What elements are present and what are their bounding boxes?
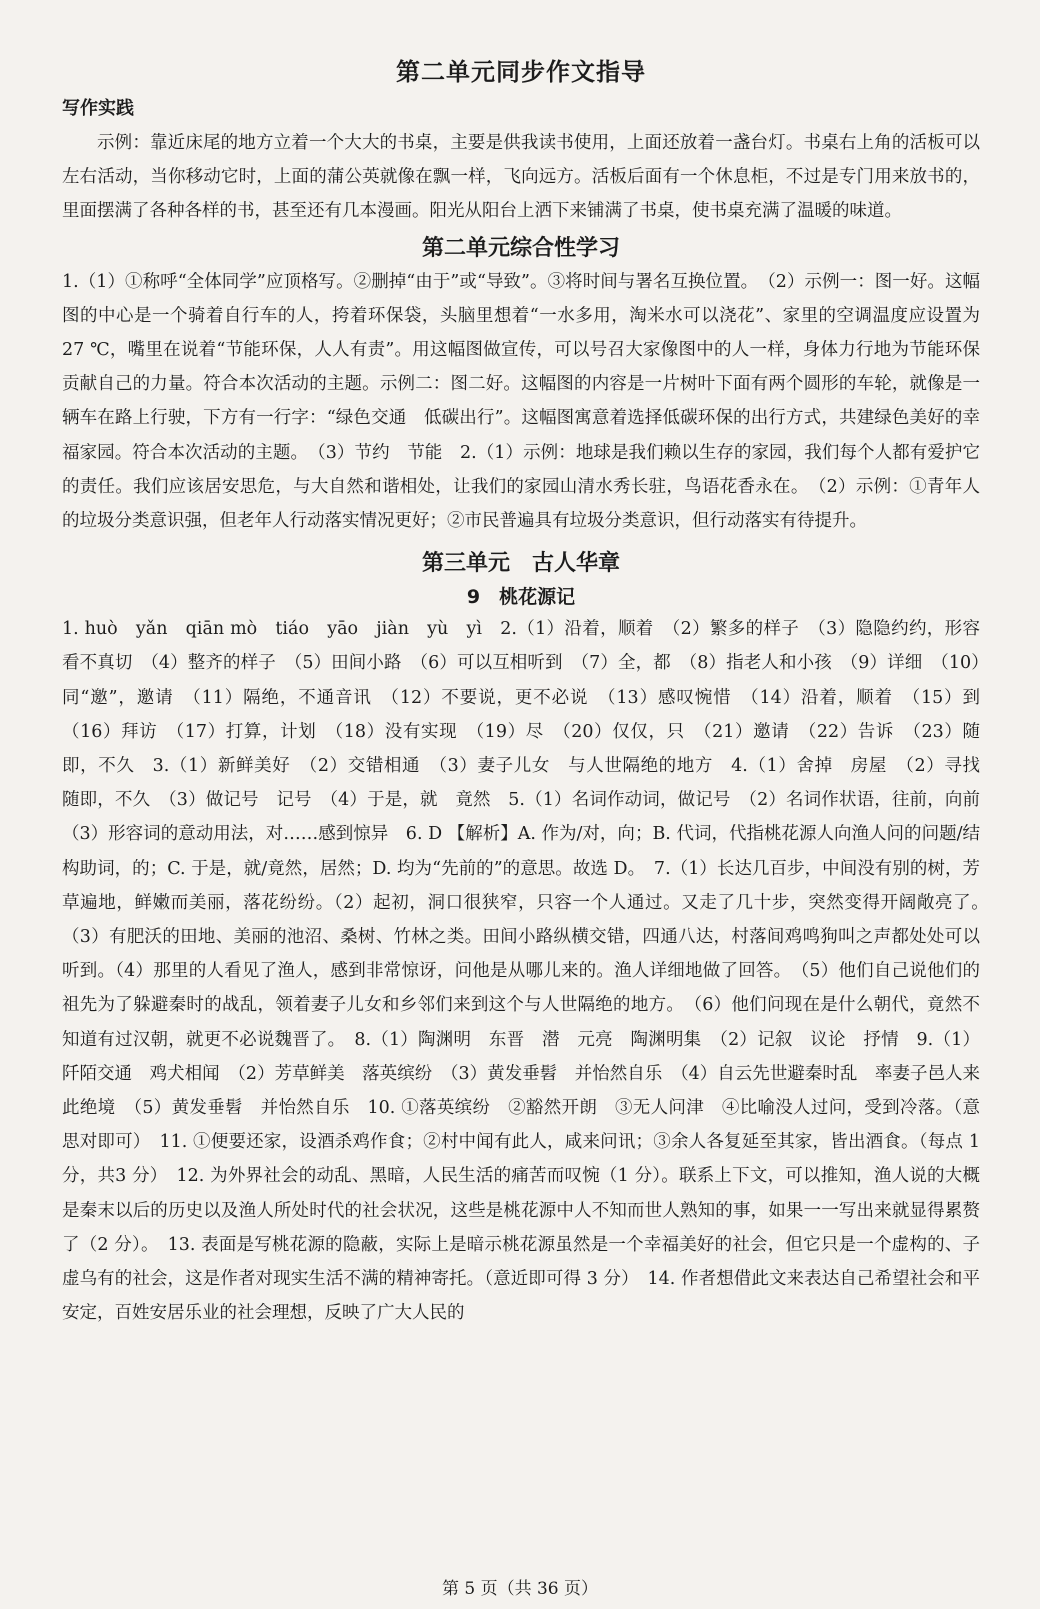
page-number: 第 5 页（共 36 页） — [441, 1579, 599, 1599]
lesson-answers: 1. huò yǎn qiān mò tiáo yāo jiàn yù yì 2.（1）沿着，顺着 （2）繁多的样子 （3）隐隐约约，形容看不真切 （4）整齐的样子 （5）田间小路 （6）可以互相听到 （7）全，都 （8）指老人和小孩 （9）详细 （10）同“邀”，邀请 （11）隔绝，不通音讯 （12）不要说，更不必说 （13）感叹惋惜 （14）沿着，顺着 （15）到 （16）拜访 （17）打算，计划 （18）没有实现 （19）尽 （20）仅仅，只 （21）邀请 （22）告诉 （23）随即，不久 3.（1）新鲜美好 （2）交错相通 （3）妻子儿女 与人世隔绝的地方 4.（1）舍掉 房屋 （2）寻找 随即，不久 （3）做记号 记号 （4）于是，就 竟然 5.（1）名词作动词，做记号 （2）名词作状语，往前，向前 （3）形容词的意动用法，对……感到惊异 6. D 【解析】A. 作为/对，向；B. 代词，代指桃花源人向渔人问的问题/结构助词，的；C. 于是，就/竟然，居然；D. 均为“先前的”的意思。故选 D。 7.（1）长达几百步，中间没有别的树，芳草遍地，鲜嫩而美丽，落花纷纷。（2）起初，洞口很狭窄，只容一个人通过。又走了几十步，突然变得开阔敞亮了。 （3）有肥沃的田地、美丽的池沼、桑树、竹林之类。田间小路纵横交错，四通八达，村落间鸡鸣狗叫之声都处处可以听到。（4）那里的人看见了渔人，感到非常惊讶，问他是从哪儿来的。渔人详细地做了回答。 （5）他们自己说他们的祖先为了躲避秦时的战乱，领着妻子儿女和乡邻们来到这个与人世隔绝的地方。 （6）他们问现在是什么朝代，竟然不知道有过汉朝，就更不必说魏晋了。 8.（1）陶渊明 东晋 潜 元亮 陶渊明集 （2）记叙 议论 抒情 9.（1）阡陌交通 鸡犬相闻 （2）芳草鲜美 落英缤纷 （3）黄发垂髫 并怡然自乐 （4）自云先世避秦时乱 率妻子邑人来此绝境 （5）黄发垂髫 并怡然自乐 10. ①落英缤纷 ②豁然开朗 ③无人问津 ④比喻没人过问，受到冷落。（意思对即可） 11. ①便要还家，设酒杀鸡作食；②村中闻有此人，咸来问讯；③余人各复延至其家，皆出酒食。（每点 1 分，共3 分） 12. 为外界社会的动乱、黑暗，人民生活的痛苦而叹惋（1 分）。联系上下文，可以推知，渔人说的大概是秦末以后的历史以及渔人所处时代的社会状况，这些是桃花源中人不知而世人熟知的事，如果一一写出来就显得累赘了（2 分）。 13. 表面是写桃花源的隐蔽，实际上是暗示桃花源虽然是一个幸福美好的社会，但它只是一个虚构的、子虚乌有的社会，这是作者对现实生活不满的精神寄托。（意近即可得 3 分） 14. 作者想借此文来表达自己希望社会和平安定，百姓安居乐业的社会理想，反映了广大人民的 — [62, 619, 998, 1324]
writing-practice-subtitle: 写作实践 — [62, 98, 134, 119]
writing-guide-title: 第二单元同步作文指导 — [396, 58, 646, 86]
comprehensive-study-answers: 1.（1）①称呼“全体同学”应顶格写。②删掉“由于”或“导致”。③将时间与署名互换位置。 （2）示例一：图一好。这幅图的中心是一个骑着自行车的人，挎着环保袋，头脑里想着“一水多用，淘米水可以浇花”、家里的空调温度应设置为 27 ℃，嘴里在说着“节能环保，人人有责”。用这幅图做宣传，可以号召大家像图中的人一样，身体力行地为节能环保贡献自己的力量。符合本次活动的主题。示例二：图二好。这幅图的内容是一片树叶下面有两个圆形的车轮，就像是一辆车在路上行驶，下方有一行字：“绿色交通 低碳出行”。这幅图寓意着选择低碳环保的出行方式，共建绿色美好的幸福家园。符合本次活动的主题。 （3）节约 节能 2.（1）示例：地球是我们赖以生存的家园，我们每个人都有爱护它的责任。我们应该居安思危，与大自然和谐相处，让我们的家园山清水秀长驻，鸟语花香永在。 （2）示例：①青年人的垃圾分类意识强，但老年人行动落实情况更好；②市民普遍具有垃圾分类意识，但行动落实有待提升。 — [62, 271, 980, 532]
unit3-title: 第三单元 古人华章 — [421, 551, 620, 577]
comprehensive-study-title: 第二单元综合性学习 — [421, 235, 620, 261]
writing-sample-paragraph: 示例：靠近床尾的地方立着一个大大的书桌，主要是供我读书使用，上面还放着一盏台灯。书桌右上角的活板可以左右活动，当你移动它时，上面的蒲公英就像在飘一样，飞向远方。活板后面有一个休息柜，不过是专门用来放书的，里面摆满了各种各样的书，甚至还有几本漫画。阳光从阳台上洒下来铺满了书桌，使书桌充满了温暖的味道。 — [62, 133, 980, 222]
lesson-title: 9 桃花源记 — [466, 586, 576, 609]
